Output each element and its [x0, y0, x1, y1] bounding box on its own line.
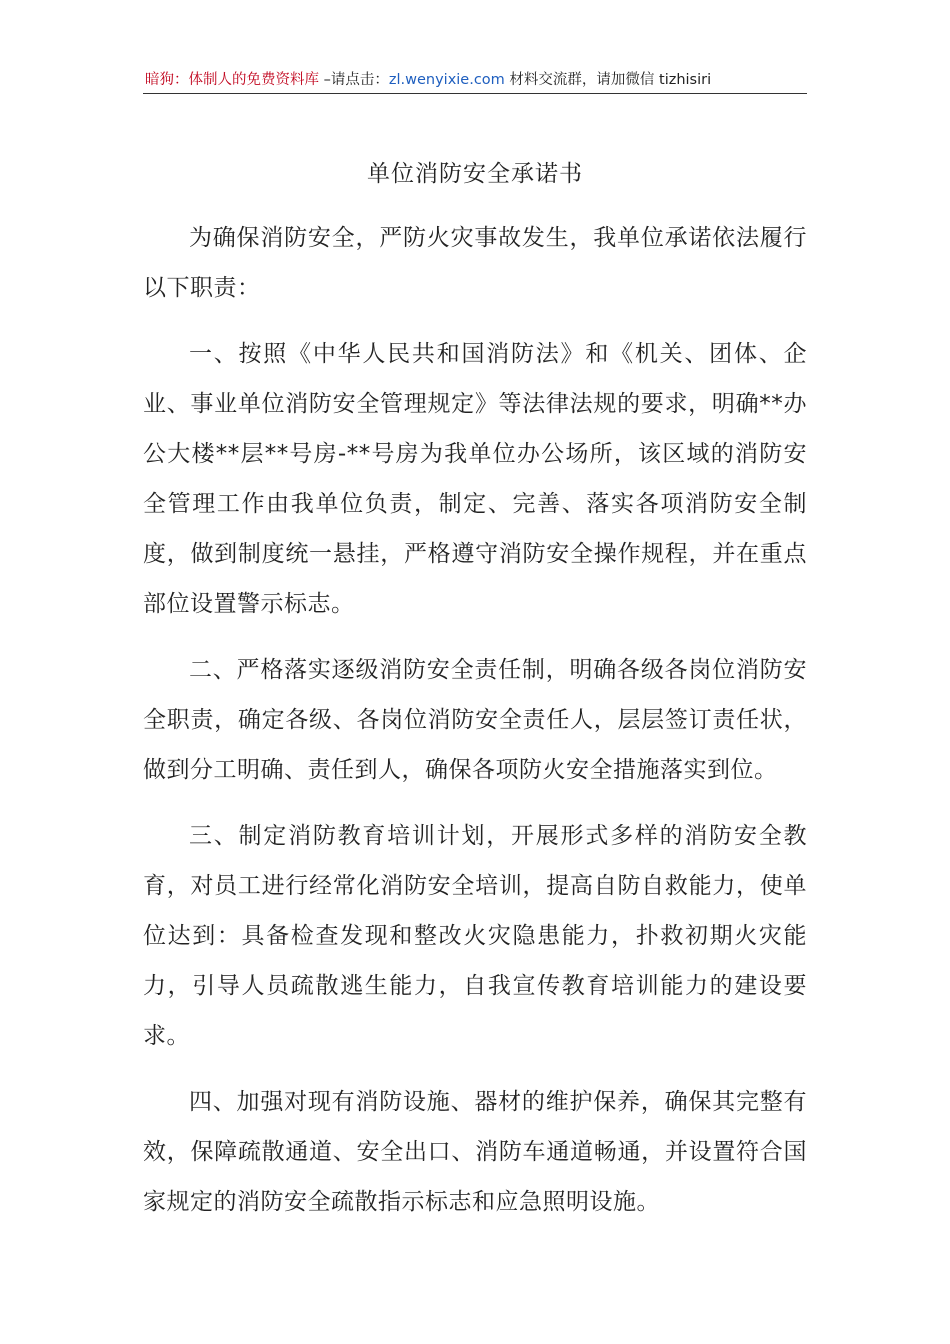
document-body: [143, 213, 807, 1243]
header-link[interactable]: zl.wenyixie.com: [388, 72, 505, 88]
header-contact: 材料交流群，请加微信 tizhisiri: [504, 72, 712, 88]
header-divider: [143, 93, 807, 94]
header-click-prompt: –请点击：: [319, 72, 389, 88]
paragraph-item-3: 三、制定消防教育培训计划，开展形式多样的消防安全教育，对员工进行经常化消防安全培训，提高自防自救能力，使单位达到：具备检查发现和整改火灾隐患能力，扑救初期火灾能力，引导人员疏散逃生能力，自我宣传教育培训能力的建设要求。: [143, 823, 807, 1049]
paragraph-item-4: 四、加强对现有消防设施、器材的维护保养，确保其完整有效，保障疏散通道、安全出口、消防车通道畅通，并设置符合国家规定的消防安全疏散指示标志和应急照明设施。: [143, 1089, 807, 1215]
paragraph-intro: 为确保消防安全，严防火灾事故发生，我单位承诺依法履行以下职责：: [143, 225, 807, 301]
document-title: 单位消防安全承诺书: [367, 161, 583, 187]
paragraph-item-1: 一、按照《中华人民共和国消防法》和《机关、团体、企业、事业单位消防安全管理规定》等法律法规的要求，明确**办公大楼**层**号房-**号房为我单位办公场所，该区域的消防安全管理工作由我单位负责，制定、完善、落实各项消防安全制度，做到制度统一悬挂，严格遵守消防安全操作规程，并在重点部位设置警示标志。: [143, 341, 807, 617]
page-header: [145, 68, 805, 92]
paragraph-item-2: 二、严格落实逐级消防安全责任制，明确各级各岗位消防安全职责，确定各级、各岗位消防安全责任人，层层签订责任状，做到分工明确、责任到人，确保各项防火安全措施落实到位。: [143, 657, 807, 783]
header-brand: 暗狗：体制人的免费资料库: [145, 72, 319, 88]
